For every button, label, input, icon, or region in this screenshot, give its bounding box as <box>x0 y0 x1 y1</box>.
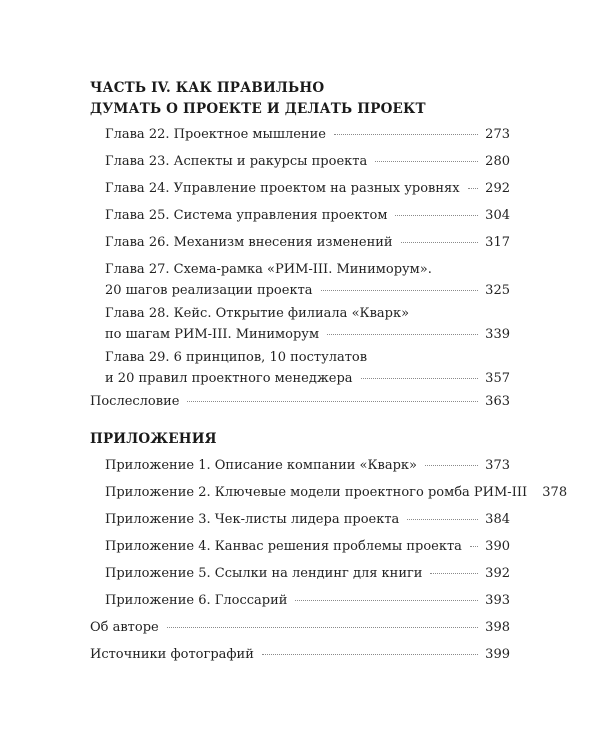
toc-entry-chapter-29[interactable] <box>105 347 510 389</box>
toc-page-number: 357 <box>485 371 510 386</box>
dot-leader <box>327 334 478 335</box>
toc-page-number: 339 <box>485 327 510 342</box>
toc-entry-title: Источники фотографий <box>90 647 254 662</box>
dot-leader <box>262 654 478 655</box>
toc-page-number: 393 <box>485 593 510 608</box>
toc-page-number: 363 <box>485 394 510 409</box>
toc-entry-title-line-1: Глава 29. 6 принципов, 10 постулатов <box>105 350 368 365</box>
toc-entry-about-author[interactable] <box>90 617 510 638</box>
dot-leader <box>334 134 478 135</box>
dot-leader <box>430 573 478 574</box>
toc-page-number: 378 <box>542 485 568 500</box>
toc-entry-title: Приложение 3. Чек-листы лидера проекта <box>105 512 400 527</box>
toc-page-number: 280 <box>485 154 510 169</box>
toc-entry-title: Глава 26. Механизм внесения изменений <box>105 235 393 250</box>
toc-entry-appendix-2[interactable] <box>105 482 568 503</box>
toc-entry-photo-sources[interactable] <box>90 644 510 665</box>
toc-entry-chapter-25[interactable] <box>105 205 510 226</box>
toc-entry-appendix-4[interactable] <box>105 536 510 557</box>
toc-page-number: 273 <box>485 127 510 142</box>
toc-page-number: 304 <box>485 208 510 223</box>
dot-leader <box>425 465 478 466</box>
dot-leader <box>295 600 478 601</box>
toc-entry-chapter-27[interactable] <box>105 259 510 301</box>
part-title-line-2: ДУМАТЬ О ПРОЕКТЕ И ДЕЛАТЬ ПРОЕКТ <box>90 101 426 117</box>
toc-entry-chapter-23[interactable] <box>105 151 510 172</box>
toc-entry-title: Приложение 1. Описание компании «Кварк» <box>105 458 418 473</box>
toc-page-number: 373 <box>485 458 510 473</box>
dot-leader <box>468 188 478 189</box>
dot-leader <box>167 627 478 628</box>
toc-page-number: 390 <box>485 539 510 554</box>
toc-page-number: 399 <box>485 647 510 662</box>
dot-leader <box>187 401 478 402</box>
toc-entry-title-line-2: и 20 правил проектного менеджера <box>105 371 353 386</box>
toc-entry-title: Об авторе <box>90 620 159 635</box>
toc-page-number: 398 <box>485 620 510 635</box>
toc-entry-title-line-1: Глава 28. Кейс. Открытие филиала «Кварк» <box>105 306 410 321</box>
toc-entry-chapter-28[interactable] <box>105 303 510 345</box>
toc-entry-title: Глава 22. Проектное мышление <box>105 127 326 142</box>
toc-entry-title: Приложение 5. Ссылки на лендинг для книги <box>105 566 423 581</box>
toc-entry-title: Глава 23. Аспекты и ракурсы проекта <box>105 154 368 169</box>
dot-leader <box>321 290 478 291</box>
toc-entry-title: Приложение 2. Ключевые модели проектного ромба РИМ-III <box>105 485 528 500</box>
toc-page-number: 292 <box>485 181 510 196</box>
dot-leader <box>395 215 478 216</box>
toc-entry-title-line-2: по шагам РИМ-III. Миниморум <box>105 327 320 342</box>
dot-leader <box>470 546 478 547</box>
toc-page-number: 325 <box>485 283 510 298</box>
toc-entry-title: Послесловие <box>90 394 180 409</box>
toc-entry-title-line-2: 20 шагов реализации проекта <box>105 283 313 298</box>
dot-leader <box>375 161 478 162</box>
toc-entry-appendix-6[interactable] <box>105 590 510 611</box>
toc-entry-appendix-1[interactable] <box>105 455 510 476</box>
appendices-heading: ПРИЛОЖЕНИЯ <box>90 431 217 447</box>
toc-page-number: 384 <box>485 512 510 527</box>
dot-leader <box>361 378 478 379</box>
toc-entry-title: Приложение 6. Глоссарий <box>105 593 288 608</box>
toc-page-number: 392 <box>485 566 510 581</box>
toc-entry-title: Глава 24. Управление проектом на разных уровнях <box>105 181 460 196</box>
toc-entry-chapter-24[interactable] <box>105 178 510 199</box>
toc-entry-title: Глава 25. Система управления проектом <box>105 208 388 223</box>
toc-page-number: 317 <box>485 235 510 250</box>
toc-entry-appendix-5[interactable] <box>105 563 510 584</box>
dot-leader <box>407 519 478 520</box>
toc-entry-chapter-22[interactable] <box>105 124 510 145</box>
toc-entry-chapter-26[interactable] <box>105 232 510 253</box>
toc-entry-appendix-3[interactable] <box>105 509 510 530</box>
toc-entry-afterword[interactable] <box>90 391 510 412</box>
toc-entry-title-line-1: Глава 27. Схема-рамка «РИМ-III. Миниморум». <box>105 262 432 277</box>
toc-entry-title: Приложение 4. Канвас решения проблемы проекта <box>105 539 462 554</box>
part-title-line-1: ЧАСТЬ IV. КАК ПРАВИЛЬНО <box>90 80 325 96</box>
dot-leader <box>401 242 478 243</box>
